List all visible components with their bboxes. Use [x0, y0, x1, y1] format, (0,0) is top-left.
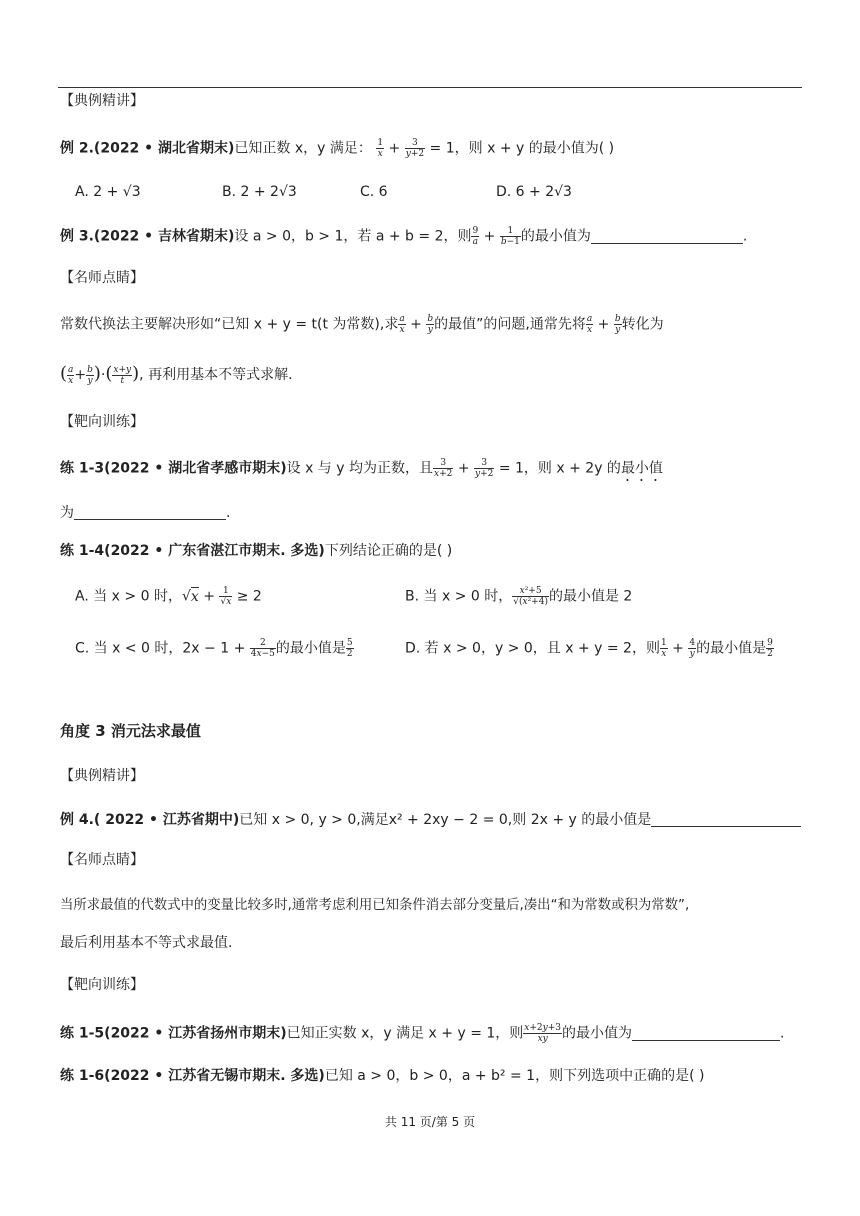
tip-text: 常数代换法主要解决形如“已知 x + y = t(t 为常数),求 — [60, 316, 399, 333]
period: . — [226, 505, 231, 521]
tip-line: 最后利用基本不等式求最值. — [60, 935, 233, 951]
example-4 — [60, 810, 801, 830]
fraction: $\frac{1}{√x}$ — [220, 586, 232, 607]
practice-text: 设 x 与 y 均为正数，且 — [286, 460, 433, 477]
emphasis-text: 最小值 — [620, 460, 663, 477]
answer-blank[interactable] — [591, 229, 743, 244]
angle-heading: 角度 3 消元法求最值 — [60, 722, 201, 740]
option-text: B. 当 x > 0 时， — [405, 588, 513, 605]
section-heading: 【典例精讲】 — [60, 768, 144, 784]
example-label: 例 4.( 2022 • 江苏省期中) — [60, 812, 240, 828]
section-heading: 【典例精讲】 — [60, 93, 144, 109]
fraction: $\frac{1}{b-1}$ — [500, 226, 520, 247]
tip-line: 常数代换法主要解决形如“已知 x + y = t(t 为常数),求 $\frac{a}{x}$ + $\frac{b}{y}$ 的最值”的问题,通常先将 $\frac{a}{x}$ + $\frac{b}{y}$ 转化为 — [60, 314, 664, 335]
fraction: $\frac{b}{y}$ — [87, 364, 93, 386]
fraction: $\frac{a}{x}$ — [399, 314, 405, 335]
option-text: 的最小值是 — [275, 640, 346, 657]
example-text-tail: 的最小值为 — [520, 228, 591, 245]
practice-1-4 — [60, 541, 452, 561]
answer-blank[interactable] — [651, 812, 801, 827]
fraction: $\frac{x+y}{t}$ — [113, 364, 132, 386]
option-text: 的最小值是 — [696, 640, 767, 657]
option-d: D. 6 + 2√3 — [496, 184, 572, 200]
option-text: 的最小值是 2 — [548, 588, 633, 605]
practice-text: 已知正实数 x，y 满足 x + y = 1，则 — [286, 1025, 524, 1042]
fraction: $\frac{b}{y}$ — [614, 314, 621, 335]
fraction: $\frac{5}{2}$ — [346, 638, 353, 659]
page-footer: 共 11 页/第 5 页 — [384, 1115, 476, 1129]
practice-label: 练 1-6(2022 • 江苏省无锡市期末. 多选) — [60, 1068, 325, 1084]
practice-label: 练 1-5(2022 • 江苏省扬州市期末) — [60, 1025, 287, 1042]
tip-text: 的最值”的问题,通常先将 — [434, 316, 586, 333]
fraction: $\frac{1}{x}$ — [660, 638, 667, 659]
practice-text: 下列结论正确的是( ) — [324, 543, 453, 559]
section-heading: 【靶向训练】 — [60, 414, 144, 430]
practice-label: 练 1-3(2022 • 湖北省孝感市期末) — [60, 460, 287, 477]
option-c — [75, 638, 354, 659]
option-d: D. 若 x > 0，y > 0，且 x + y = 2，则 $\frac{1}{x}$ + $\frac{4}{y}$ 的最小值是 $\frac{9}{2}$ — [405, 638, 773, 659]
practice-1-5 — [60, 1023, 784, 1044]
tip-text: , 再利用基本不等式求解. — [139, 367, 293, 383]
fraction: $\frac{3}{y+2}$ — [475, 458, 494, 479]
example-text-tail: = 1，则 x + y 的最小值为( ) — [429, 140, 615, 157]
fraction: $\frac{1}{x}$ — [377, 138, 384, 159]
practice-1-3: 练 1-3(2022 • 湖北省孝感市期末)设 x 与 y 均为正数，且 $\frac{3}{x+2}$ + $\frac{3}{y+2}$ = 1，则 x + 2y 的最小值 — [60, 458, 663, 479]
option-c: C. 6 — [360, 184, 388, 200]
option-text: D. 若 x > 0，y > 0，且 x + y = 2，则 — [405, 640, 660, 657]
fraction: $\frac{4}{y}$ — [689, 638, 696, 659]
section-heading: 【靶向训练】 — [60, 977, 144, 993]
practice-label: 练 1-4(2022 • 广东省湛江市期末. 多选) — [60, 543, 325, 559]
option-a: A. 2 + √3 — [75, 184, 141, 200]
answer-blank[interactable] — [632, 1026, 780, 1041]
fraction: $\frac{a}{x}$ — [586, 314, 593, 335]
example-label: 例 2.(2022 • 湖北省期末) — [60, 140, 235, 157]
practice-1-6 — [60, 1066, 704, 1086]
period: . — [780, 1025, 785, 1042]
fraction: $\frac{9}{a}$ — [472, 226, 479, 247]
option-b — [405, 586, 632, 607]
answer-blank[interactable] — [74, 505, 226, 520]
example-text: 已知 x > 0, y > 0,满足x² + 2xy − 2 = 0,则 2x + y 的最小值是 — [239, 812, 652, 828]
tip-line: 当所求最值的代数式中的变量比较多时,通常考虑利用已知条件消去部分变量后,凑出“和为常数或积为常数”, — [60, 898, 690, 913]
example-2: 例 2.(2022 • 湖北省期末)已知正数 x，y 满足： $\frac{1}{x}$ + $\frac{3}{y+2}$ = 1，则 x + y 的最小值为( ) — [60, 138, 615, 159]
practice-1-3-line2 — [60, 503, 230, 523]
practice-text: 为 — [60, 505, 74, 521]
option-text: ≥ 2 — [236, 588, 262, 605]
example-label: 例 3.(2022 • 吉林省期末) — [60, 228, 235, 245]
fraction: $\frac{\text{x²+5}}{\text{√(x²+4)}}$ — [513, 586, 548, 607]
example-text: 设 a > 0，b > 1，若 a + b = 2，则 — [234, 228, 472, 245]
tip-line: ( $\frac{a}{x}$ + $\frac{b}{y}$ )·( $\frac{x+y}{t}$ ), 再利用基本不等式求解. — [60, 363, 293, 386]
header-rule — [58, 87, 802, 88]
fraction: $\frac{3}{x+2}$ — [434, 458, 453, 479]
period: . — [742, 228, 748, 245]
option-b: B. 2 + 2√3 — [222, 184, 297, 200]
example-text: 已知正数 x，y 满足： — [234, 140, 372, 157]
fraction: $\frac{b}{y}$ — [427, 314, 434, 335]
tip-text: 转化为 — [621, 316, 664, 333]
example-3: 例 3.(2022 • 吉林省期末)设 a > 0，b > 1，若 a + b = 2，则 $\frac{9}{a}$ + $\frac{1}{b-1}$ 的最小值为 . — [60, 226, 748, 247]
fraction: $\frac{a}{x}$ — [68, 364, 74, 386]
fraction: $\frac{2}{4x-5}$ — [250, 638, 275, 659]
fraction: $\frac{x+2y+3}{xy}$ — [524, 1023, 562, 1044]
fraction: $\frac{3}{y+2}$ — [405, 138, 425, 159]
section-heading: 【名师点睛】 — [60, 852, 144, 868]
practice-text-tail: 的最小值为 — [562, 1025, 633, 1042]
practice-text: 已知 a > 0，b > 0，a + b² = 1，则下列选项中正确的是( ) — [324, 1068, 705, 1084]
fraction: $\frac{9}{2}$ — [767, 638, 773, 659]
option-text: C. 当 x < 0 时，2x − 1 + — [75, 640, 246, 657]
practice-text-tail: = 1，则 x + 2y 的 — [498, 460, 621, 477]
section-heading: 【名师点睛】 — [60, 270, 144, 286]
option-text: A. 当 x > 0 时， — [75, 588, 182, 605]
option-a: A. 当 x > 0 时，√x + $\frac{1}{√x}$ ≥ 2 — [75, 586, 262, 607]
